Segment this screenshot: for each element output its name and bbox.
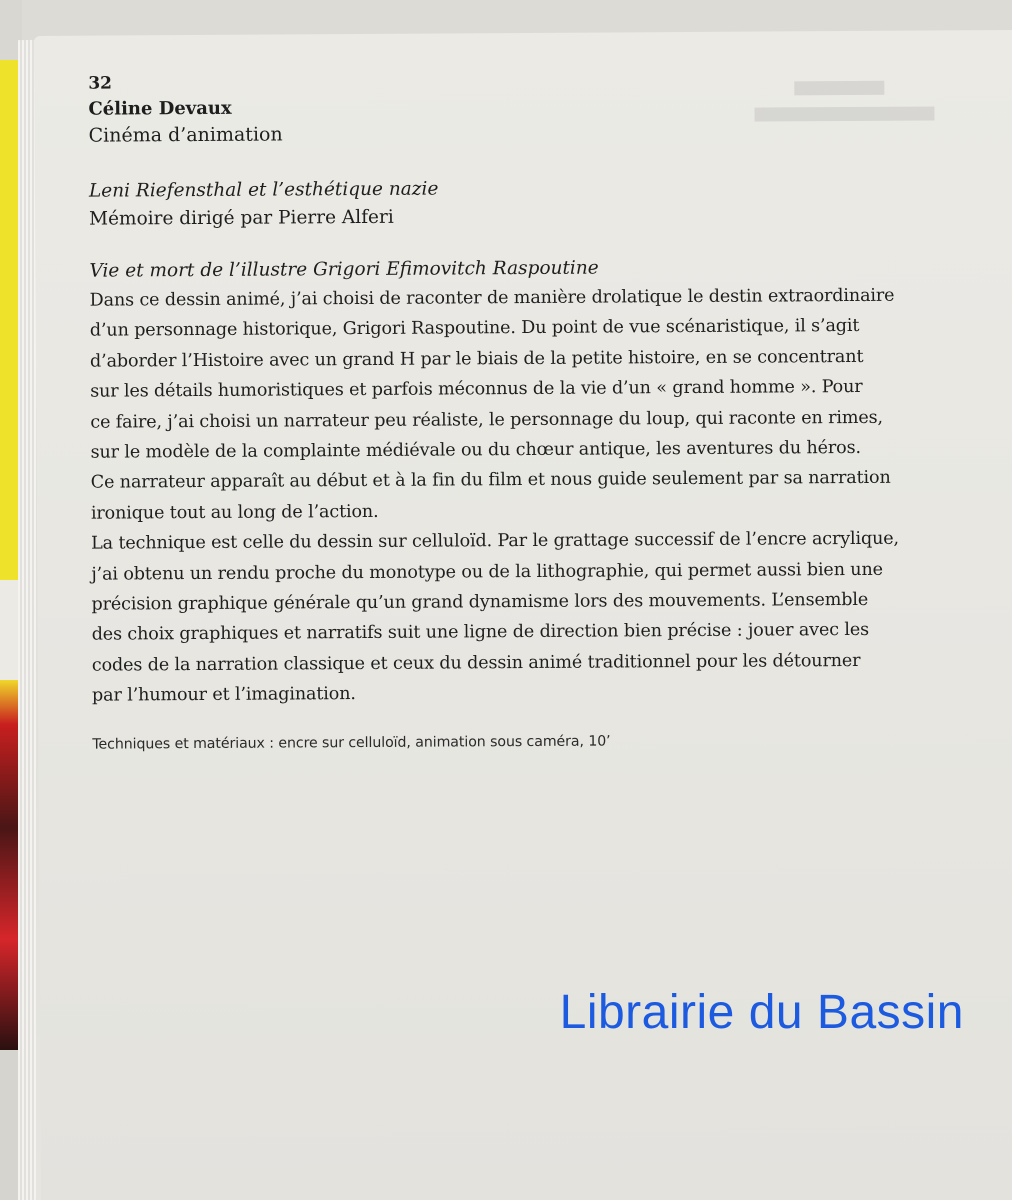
text-line: d’un personnage historique, Grigori Raspoutine. Du point de vue scénaristique, il s’agit [89,316,860,342]
yellow-strip [0,60,18,580]
text-line: ce faire, j’ai choisi un narrateur peu réaliste, le personnage du loup, qui raconte en rimes, [90,407,884,433]
text-line: sur les détails humoristiques et parfois méconnus de la vie d’un « grand homme ». Pour [90,377,863,402]
techniques-materials: Techniques et matériaux : encre sur celluloïd, animation sous caméra, 10’ [92,733,611,753]
page-stack-edge [18,40,36,1200]
text-line: sur le modèle de la complainte médiévale ou du chœur antique, les aventures du héros. [90,437,861,463]
department: Cinéma d’animation [88,123,283,147]
text-line: des choix graphiques et narratifs suit une ligne de direction bien précise : jouer avec les [91,620,870,646]
white-strip [0,580,18,680]
text-line: par l’humour et l’imagination. [91,684,356,706]
text-line: précision graphique générale qu’un grand dynamisme lors des mouvements. L’ensemble [91,589,869,615]
film-description [90,280,973,711]
text-line: codes de la narration classique et ceux du dessin animé traditionnel pour les détourner [91,650,861,676]
paragraph-1 [90,280,971,529]
thesis-supervisor: Mémoire dirigé par Pierre Alferi [89,206,394,230]
text-line: j’ai obtenu un rendu proche du monotype ou de la lithographie, qui permet aussi bien une [91,559,883,585]
paragraph-2 [91,524,972,712]
text-line: Ce narrateur apparaît au début et à la fin du film et nous guide seulement par sa narration [90,468,891,494]
bookshop-watermark: Librairie du Bassin [559,986,964,1039]
page-number: 32 [88,73,113,94]
text-line: ironique tout au long de l’action. [90,501,379,524]
text-line: Dans ce dessin animé, j’ai choisi de raconter de manière drolatique le destin extraordinaire [89,285,895,311]
thesis-title: Leni Riefensthal et l’esthétique nazie [88,178,439,202]
text-line: La technique est celle du dessin sur celluloïd. Par le grattage successif de l’encre acrylique, [91,528,900,554]
author-name: Céline Devaux [88,97,232,120]
red-image-strip [0,680,18,1050]
film-title: Vie et mort de l’illustre Grigori Efimovitch Raspoutine [89,257,599,282]
text-line: d’aborder l’Histoire avec un grand H par le biais de la petite histoire, en se concentrant [89,346,864,372]
lower-strip [0,1050,18,1200]
page-content [88,66,972,755]
